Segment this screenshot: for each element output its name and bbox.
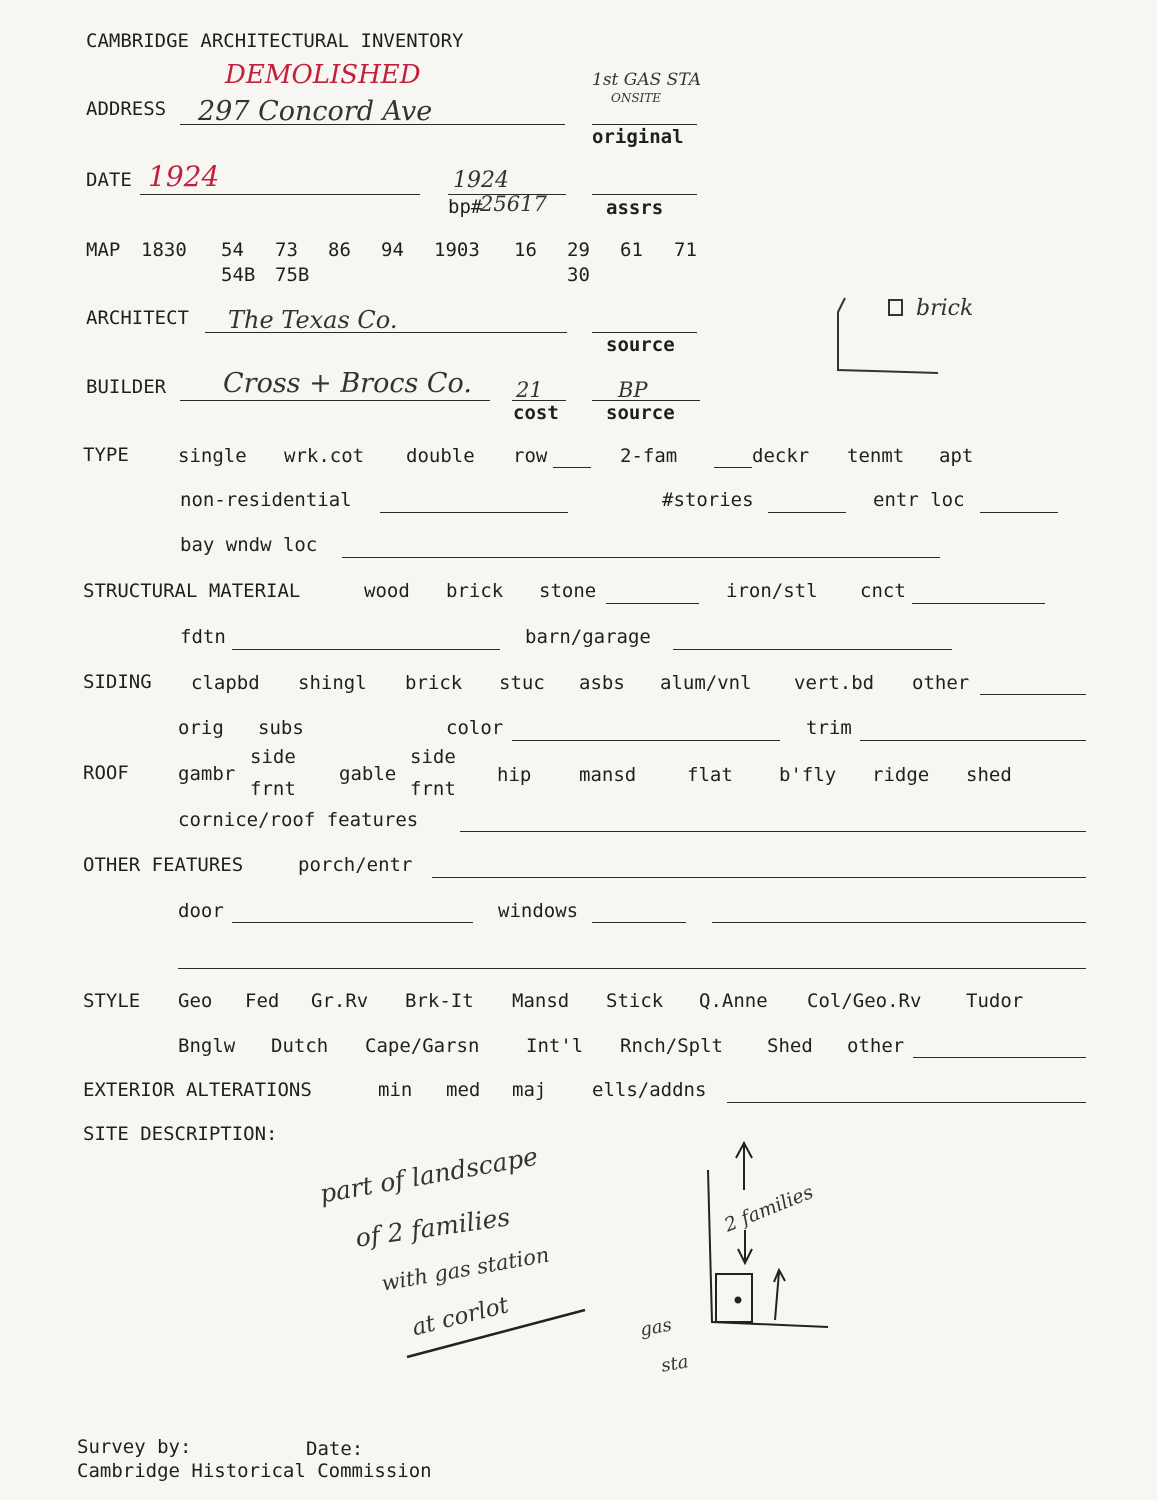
type-row: row bbox=[513, 445, 548, 467]
siding-other: other bbox=[912, 672, 970, 694]
type-2-fam: 2-fam bbox=[620, 445, 678, 467]
builder-source-value: BP bbox=[618, 378, 648, 402]
style-geo: Geo bbox=[178, 990, 213, 1012]
form-title: CAMBRIDGE ARCHITECTURAL INVENTORY bbox=[86, 30, 464, 52]
alterations-med: med bbox=[446, 1079, 481, 1101]
builder-source-caption: source bbox=[606, 402, 675, 424]
site-note-line-2: of 2 families bbox=[353, 1202, 512, 1253]
structural-iron-stl: iron/stl bbox=[726, 580, 818, 602]
style-stick: Stick bbox=[606, 990, 664, 1012]
cost-caption: cost bbox=[513, 402, 559, 424]
structural-wood: wood bbox=[364, 580, 410, 602]
sketch-caption-sta: sta bbox=[659, 1351, 691, 1377]
builder-value: Cross + Brocs Co. bbox=[223, 368, 472, 399]
roof-label: ROOF bbox=[83, 762, 129, 784]
type-label: TYPE bbox=[83, 444, 129, 466]
type-double: double bbox=[406, 445, 475, 467]
map-29: 29 bbox=[567, 239, 590, 261]
structural-stone: stone bbox=[539, 580, 597, 602]
ells-addns-label: ells/addns bbox=[592, 1079, 707, 1101]
porch-entr-label: porch/entr bbox=[298, 854, 413, 876]
map-73: 73 bbox=[275, 239, 298, 261]
siding-label: SIDING bbox=[83, 671, 152, 693]
style-dutch: Dutch bbox=[271, 1035, 329, 1057]
fdtn-label: fdtn bbox=[180, 626, 226, 648]
windows-label: windows bbox=[498, 900, 579, 922]
site-note-line-3: with gas station bbox=[379, 1242, 552, 1296]
style-gr-rv: Gr.Rv bbox=[311, 990, 369, 1012]
sketch-lot-outline bbox=[708, 1170, 828, 1327]
style-bnglw: Bnglw bbox=[178, 1035, 236, 1057]
roof-flat: flat bbox=[687, 764, 733, 786]
siding-brick: brick bbox=[405, 672, 463, 694]
sketch-up-arrow bbox=[736, 1143, 752, 1190]
architect-label: ARCHITECT bbox=[86, 307, 189, 329]
survey-by-label: Survey by: bbox=[77, 1436, 192, 1458]
style-other: other bbox=[847, 1035, 905, 1057]
style-mansd: Mansd bbox=[512, 990, 570, 1012]
style-rnch-splt: Rnch/Splt bbox=[620, 1035, 723, 1057]
date-mid-value: 1924 bbox=[453, 168, 509, 193]
type-apt: apt bbox=[939, 445, 974, 467]
roof-ridge: ridge bbox=[872, 764, 930, 786]
stories-label: #stories bbox=[662, 489, 754, 511]
style-shed: Shed bbox=[767, 1035, 813, 1057]
map-1903: 1903 bbox=[434, 239, 480, 261]
bay-wndw-label: bay wndw loc bbox=[180, 534, 318, 556]
style-q-anne: Q.Anne bbox=[699, 990, 768, 1012]
sketch-down-arrow bbox=[738, 1230, 752, 1263]
siding-shingl: shingl bbox=[298, 672, 367, 694]
footer-date-label: Date: bbox=[306, 1438, 364, 1460]
sketch-side-arrow bbox=[774, 1270, 785, 1320]
map-61: 61 bbox=[620, 239, 643, 261]
siding-stuc: stuc bbox=[499, 672, 545, 694]
siding-clapbd: clapbd bbox=[191, 672, 260, 694]
cost-value: 21 bbox=[516, 378, 543, 402]
style-intl: Int'l bbox=[526, 1035, 584, 1057]
architect-source-caption: source bbox=[606, 334, 675, 356]
style-cape-garsn: Cape/Garsn bbox=[365, 1035, 480, 1057]
siding-color-label: color bbox=[446, 717, 504, 739]
roof-gambr: gambr bbox=[178, 763, 236, 785]
roof-gable-frnt: frnt bbox=[410, 778, 456, 800]
sketch-label: 2 families bbox=[721, 1181, 817, 1237]
builder-label: BUILDER bbox=[86, 376, 167, 398]
roof-gambr-side: side bbox=[250, 746, 296, 768]
style-label: STYLE bbox=[83, 990, 141, 1012]
demolished-note: DEMOLISHED bbox=[225, 60, 421, 90]
siding-alum-vnl: alum/vnl bbox=[660, 672, 752, 694]
structural-label: STRUCTURAL MATERIAL bbox=[83, 580, 301, 602]
sketch-caption-gas: gas bbox=[638, 1314, 674, 1341]
siding-vert-bd: vert.bd bbox=[794, 672, 875, 694]
alterations-maj: maj bbox=[512, 1079, 547, 1101]
site-description-label: SITE DESCRIPTION: bbox=[83, 1123, 278, 1145]
commission-label: Cambridge Historical Commission bbox=[77, 1460, 432, 1482]
roof-bfly: b'fly bbox=[779, 764, 837, 786]
non-residential-label: non-residential bbox=[180, 489, 352, 511]
site-note-underline bbox=[407, 1310, 585, 1357]
map-label: MAP bbox=[86, 239, 121, 261]
architect-value: The Texas Co. bbox=[228, 306, 398, 334]
brick-margin-note: brick bbox=[916, 296, 974, 321]
map-54: 54 bbox=[221, 239, 244, 261]
roof-shed: shed bbox=[966, 764, 1012, 786]
siding-subs: subs bbox=[258, 717, 304, 739]
address-value: 297 Concord Ave bbox=[198, 96, 433, 127]
address-label: ADDRESS bbox=[86, 98, 167, 120]
map-86: 86 bbox=[328, 239, 351, 261]
bp-value: 25617 bbox=[480, 192, 547, 216]
roof-hip: hip bbox=[497, 764, 532, 786]
siding-trim-label: trim bbox=[806, 717, 852, 739]
map-71: 71 bbox=[674, 239, 697, 261]
siding-orig: orig bbox=[178, 717, 224, 739]
map-75b: 75B bbox=[275, 264, 310, 286]
address-side-note-2: ONSITE bbox=[611, 91, 662, 105]
type-single: single bbox=[178, 445, 247, 467]
site-note-line-4: at corlot bbox=[409, 1292, 512, 1342]
type-tenmt: tenmt bbox=[847, 445, 905, 467]
entr-loc-label: entr loc bbox=[873, 489, 965, 511]
sketch-station-dot bbox=[735, 1297, 742, 1304]
address-side-note-1: 1st GAS STA bbox=[592, 70, 702, 90]
map-54b: 54B bbox=[221, 264, 256, 286]
structural-brick: brick bbox=[446, 580, 504, 602]
bp-label: bp# bbox=[448, 196, 483, 218]
map-1830: 1830 bbox=[141, 239, 187, 261]
roof-mansd: mansd bbox=[579, 764, 637, 786]
style-col-geo-rv: Col/Geo.Rv bbox=[807, 990, 922, 1012]
site-note-line-1: part of landscape bbox=[317, 1141, 540, 1209]
cornice-label: cornice/roof features bbox=[178, 809, 419, 831]
alterations-label: EXTERIOR ALTERATIONS bbox=[83, 1079, 312, 1101]
barn-garage-label: barn/garage bbox=[525, 626, 651, 648]
original-caption: original bbox=[592, 126, 684, 148]
roof-gable-side: side bbox=[410, 746, 456, 768]
date-value: 1924 bbox=[148, 160, 220, 193]
sketch-gas-station-box bbox=[716, 1274, 752, 1322]
structural-cnct: cnct bbox=[860, 580, 906, 602]
door-label: door bbox=[178, 900, 224, 922]
map-94: 94 bbox=[381, 239, 404, 261]
map-30: 30 bbox=[567, 264, 590, 286]
type-deckr: deckr bbox=[752, 445, 810, 467]
brick-hatch-box bbox=[889, 300, 902, 315]
style-brk-it: Brk-It bbox=[405, 990, 474, 1012]
roof-gambr-frnt: frnt bbox=[250, 778, 296, 800]
style-tudor: Tudor bbox=[966, 990, 1024, 1012]
alterations-min: min bbox=[378, 1079, 413, 1101]
type-wrk-cot: wrk.cot bbox=[284, 445, 365, 467]
map-16: 16 bbox=[514, 239, 537, 261]
roof-gable: gable bbox=[339, 763, 397, 785]
siding-asbs: asbs bbox=[579, 672, 625, 694]
date-label: DATE bbox=[86, 169, 132, 191]
assrs-caption: assrs bbox=[606, 197, 664, 219]
other-features-label: OTHER FEATURES bbox=[83, 854, 244, 876]
style-fed: Fed bbox=[245, 990, 280, 1012]
